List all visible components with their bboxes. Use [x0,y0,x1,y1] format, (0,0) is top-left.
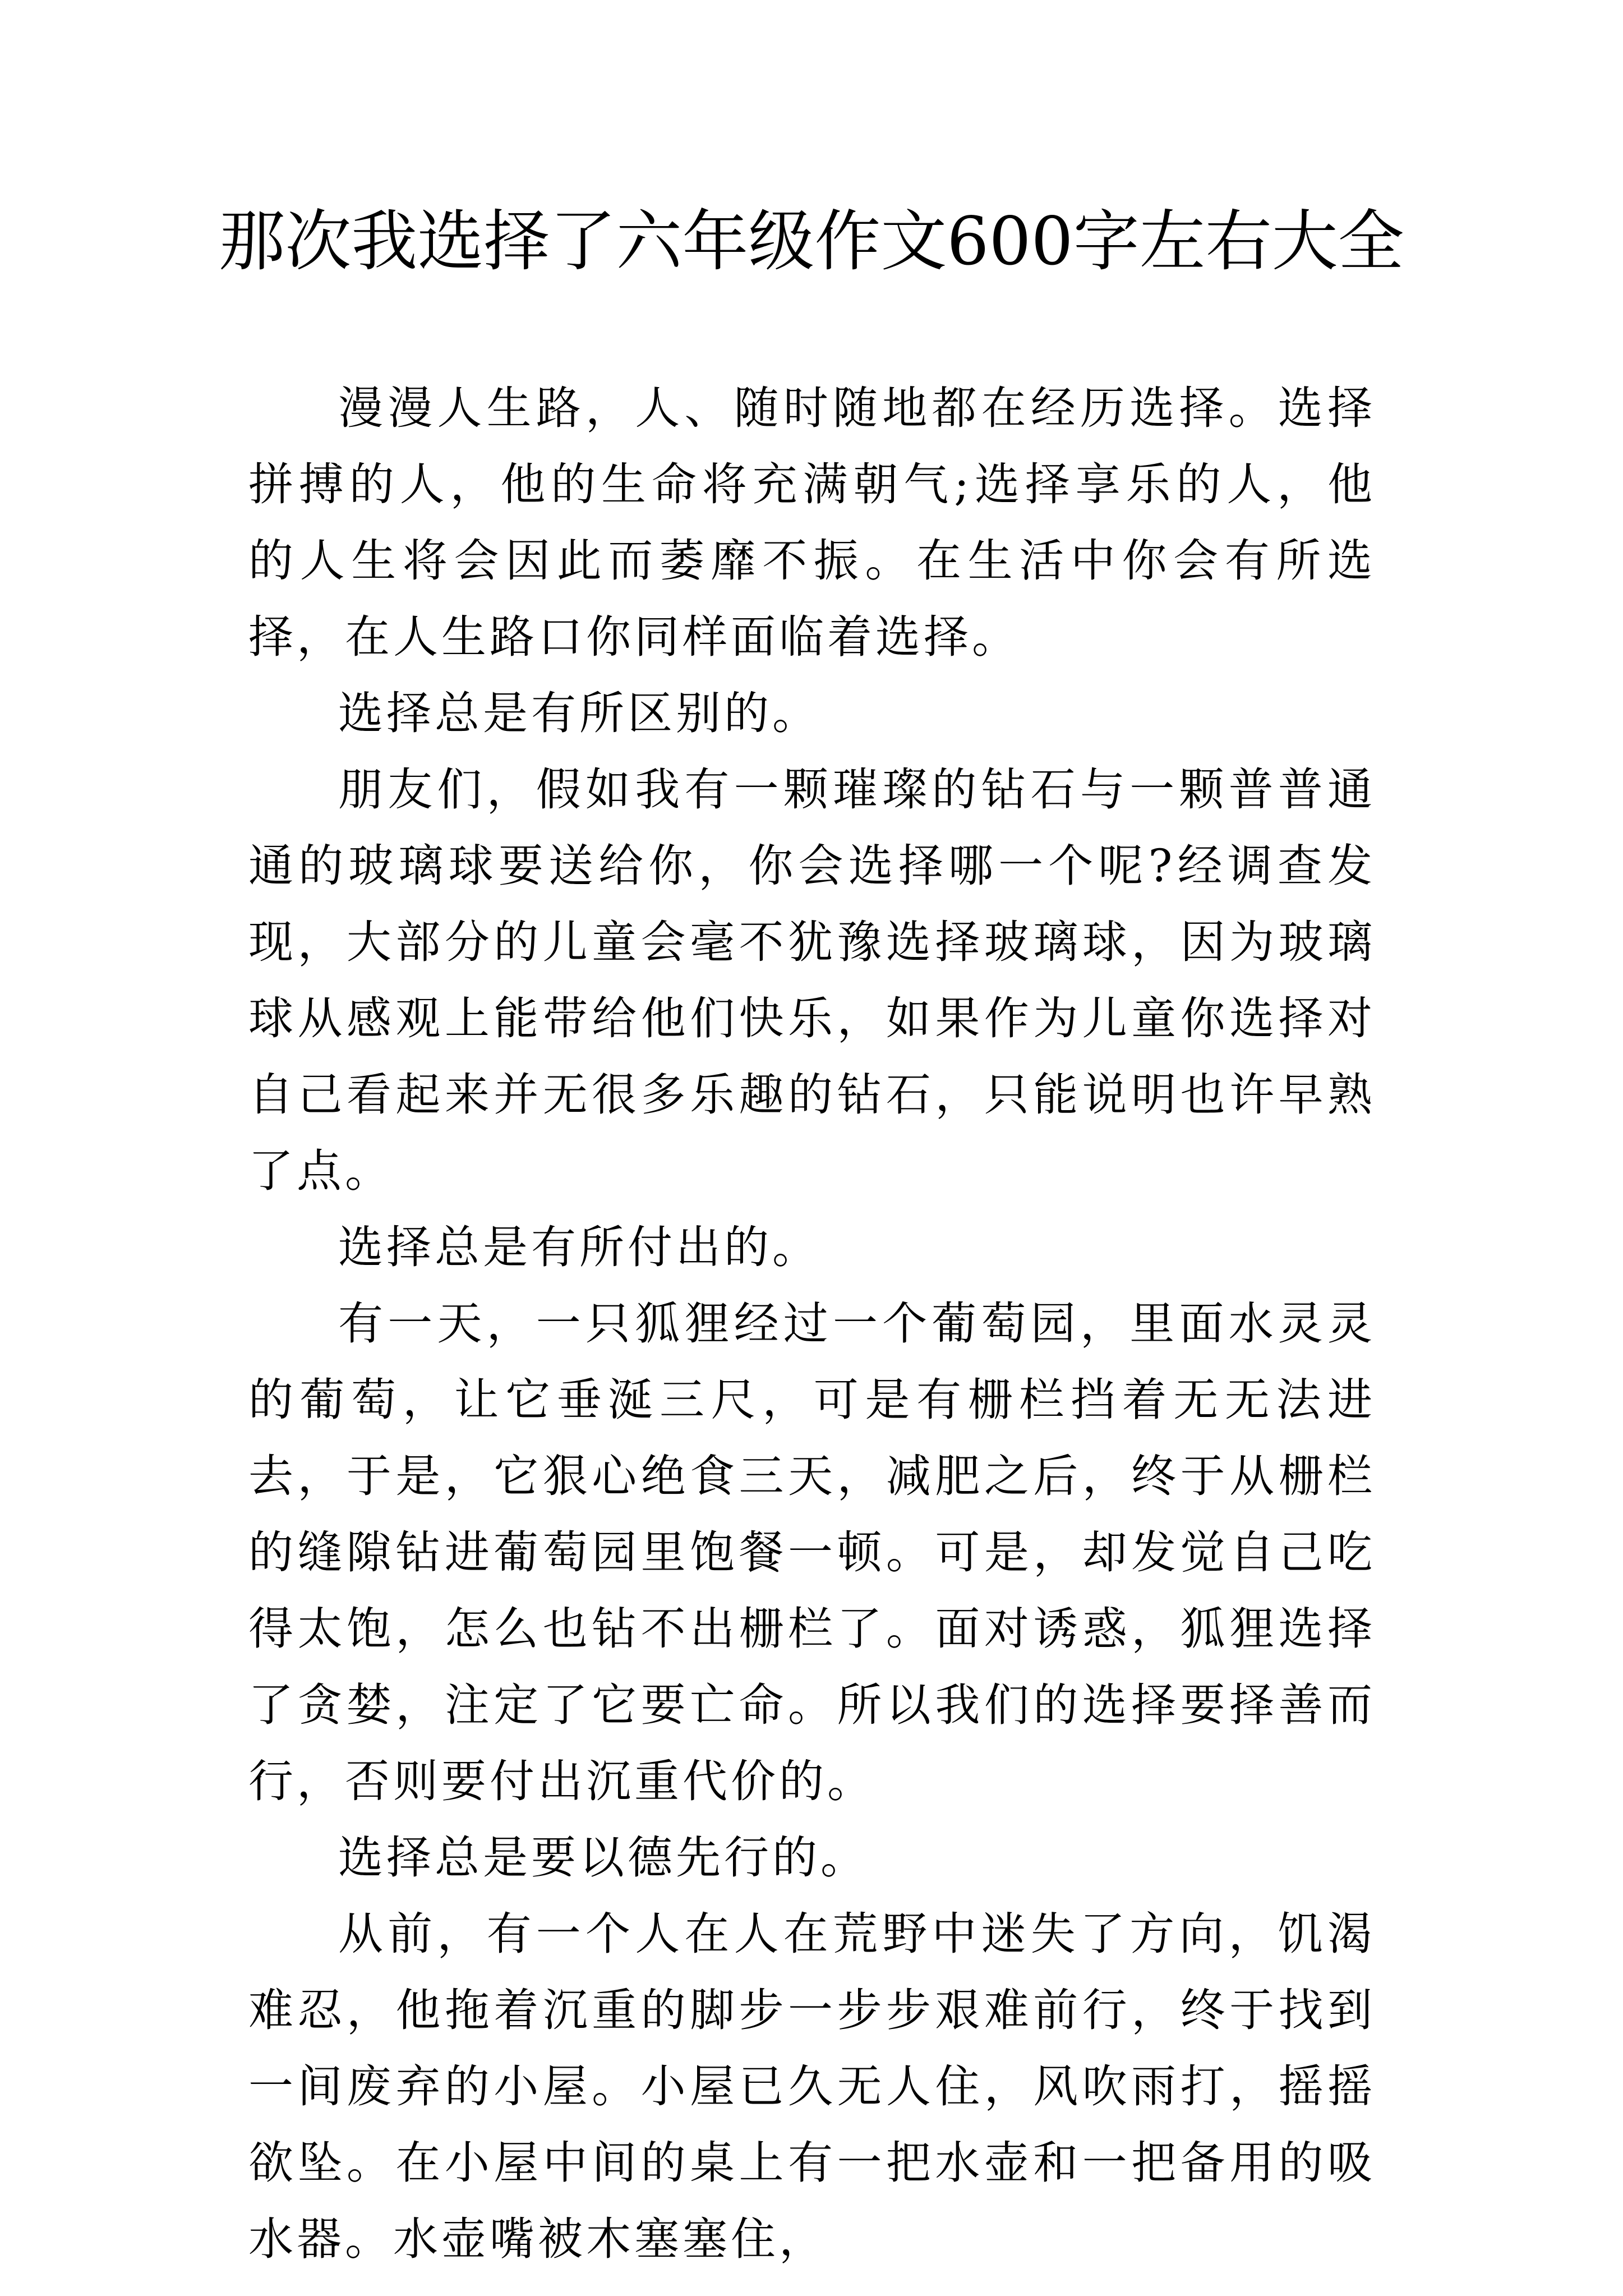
paragraph: 选择总是要以德先行的。 [338,1832,869,1884]
document-title: 那次我选择了六年级作文600字左右大全 [219,203,1404,280]
paragraph: 朋友们，假如我有一颗璀璨的钻石与一颗普普通通的玻璃球要送给你，你会选择哪一个呢?经调查发现，大部分的儿童会毫不犹豫选择玻璃球，因为玻璃球从感观上能带给他们快乐，如果作为儿童你选择对自己看起来并无很多乐趣的钻石，只能说明也许早熟了点。 [248,763,1376,1197]
paragraph: 从前，有一个人在人在荒野中迷失了方向，饥渴难忍，他拖着沉重的脚步一步步艰难前行，终于找到一间废弃的小屋。小屋已久无人住，风吹雨打，摇摇欲坠。在小屋中间的桌上有一把水壶和一把备用的吸水器。水壶嘴被木塞塞住， [248,1908,1376,2265]
paragraph: 选择总是有所付出的。 [338,1221,820,1273]
paragraph: 漫漫人生路，人、随时随地都在经历选择。选择拼搏的人，他的生命将充满朝气;选择享乐的人，他的人生将会因此而萎靡不振。在生活中你会有所选择，在人生路口你同样面临着选择。 [248,382,1376,663]
paragraph: 有一天，一只狐狸经过一个葡萄园，里面水灵灵的葡萄，让它垂涎三尺，可是有栅栏挡着无无法进去，于是，它狠心绝食三天，减肥之后，终于从栅栏的缝隙钻进葡萄园里饱餐一顿。可是，却发觉自己吃得太饱，怎么也钻不出栅栏了。面对诱惑，狐狸选择了贪婪，注定了它要亡命。所以我们的选择要择善而行，否则要付出沉重代价的。 [248,1297,1376,1807]
document-body [248,370,1376,2277]
paragraph: 选择总是有所区别的。 [338,687,820,739]
